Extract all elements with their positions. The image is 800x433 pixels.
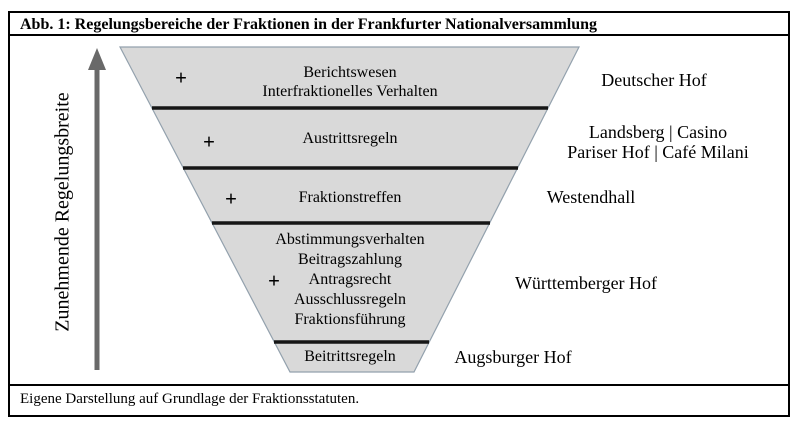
up-arrow-icon: [88, 48, 106, 370]
venue-line: Landsberg | Casino: [588, 122, 728, 142]
venue-label-wuerttemberger-hof: [515, 273, 657, 293]
tier-1-label: [262, 63, 437, 101]
plus-icon: +: [225, 186, 237, 211]
tier-4-label: [275, 230, 424, 330]
plus-icon: +: [203, 129, 215, 154]
venue-label-landsberg-casino: [567, 122, 749, 162]
venue-line: Westendhall: [546, 187, 636, 207]
venue-label-westendhall: [547, 187, 636, 207]
diagram-canvas: [8, 36, 790, 386]
tier-line: Antragsrecht: [308, 271, 392, 288]
venue-line: Deutscher Hof: [601, 70, 707, 90]
figure-title-bar: [8, 11, 790, 36]
tier-line: Berichtswesen: [303, 64, 397, 81]
tier-5-label: [304, 347, 396, 366]
plus-icon: +: [268, 268, 280, 293]
tier-line: Beitragszahlung: [298, 251, 402, 268]
tier-line: Interfraktionelles Verhalten: [262, 83, 438, 100]
source-note: Eigene Darstellung auf Grundlage der Fraktionsstatuten.: [20, 391, 360, 407]
tier-line: Ausschlussregeln: [294, 291, 406, 308]
figure: [8, 11, 790, 417]
tier-line: Fraktionsführung: [294, 311, 406, 328]
plus-icon: +: [175, 65, 187, 90]
venue-label-augsburger-hof: [454, 347, 571, 367]
tier-2-label: [302, 129, 397, 148]
venue-line: Pariser Hof | Café Milani: [567, 142, 749, 162]
tier-line: Beitrittsregeln: [304, 348, 396, 365]
tier-3-label: [299, 188, 402, 207]
axis-label: Zunehmende Regelungsbreite: [51, 92, 74, 332]
tier-line: Abstimmungsverhalten: [275, 231, 425, 248]
venue-line: Württemberger Hof: [514, 273, 658, 293]
figure-title: Abb. 1: Regelungsbereiche der Fraktionen in der Frankfurter Nationalversammlung: [20, 16, 598, 33]
venue-label-deutscher-hof: [601, 70, 706, 90]
tier-line: Fraktionstreffen: [298, 189, 402, 206]
venue-line: Augsburger Hof: [454, 347, 572, 367]
source-note-bar: [8, 386, 790, 417]
tier-line: Austrittsregeln: [302, 130, 398, 147]
